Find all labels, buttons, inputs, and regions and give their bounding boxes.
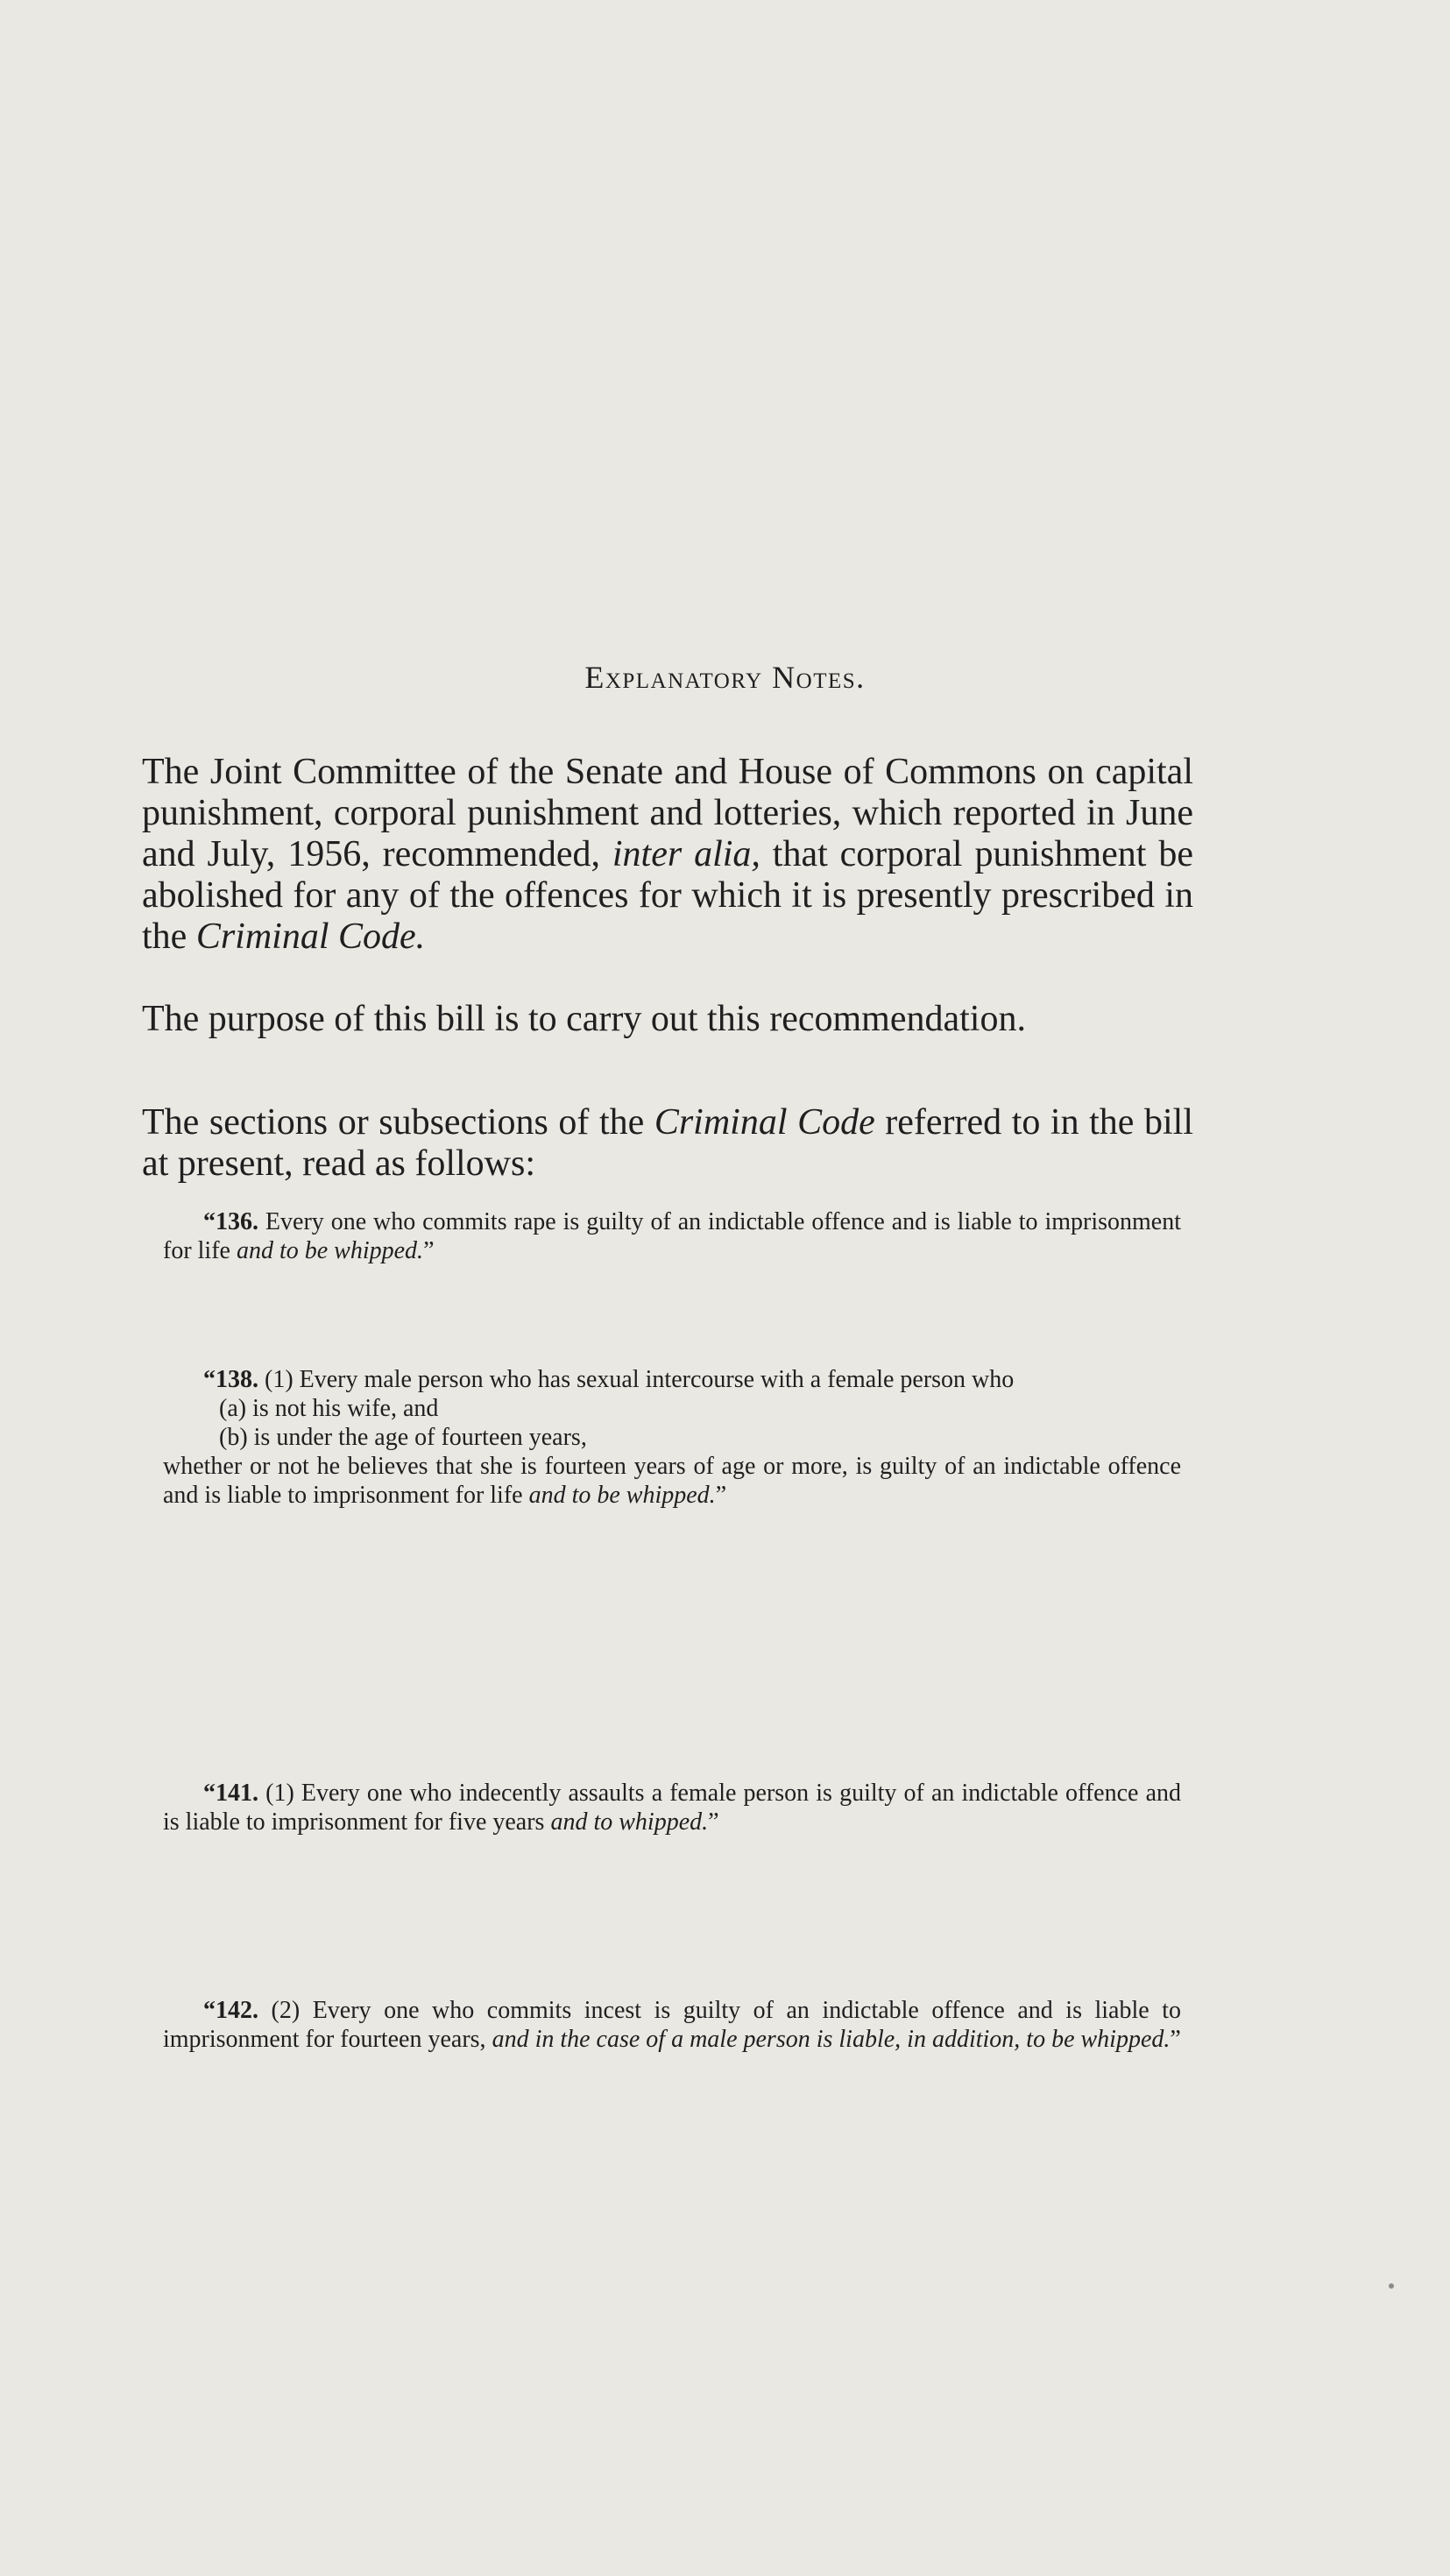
- paragraph-text: that corporal punishment be abolished for any of the offences for which it is presently prescribed in the: [142, 834, 1193, 957]
- section-item-a: (a) is not his wife, and: [219, 1395, 439, 1422]
- quoted-section-142: [163, 1996, 1181, 2054]
- section-number: “141.: [203, 1780, 258, 1807]
- section-item-b: (b) is under the age of fourteen years,: [219, 1424, 587, 1451]
- section-text: whether or not he believes that she is fourteen years of age or more, is guilty of an indictable offence and is liable to imprisonment for life: [163, 1453, 1181, 1509]
- paragraph-italic-text: Criminal Code.: [195, 916, 426, 957]
- paragraph-text: The sections or subsections of the: [142, 1102, 654, 1143]
- section-number: “142.: [203, 1997, 258, 2024]
- section-number: “138.: [203, 1366, 258, 1393]
- closing-quote: ”: [423, 1237, 435, 1264]
- section-italic-text: and to whipped.: [550, 1808, 709, 1836]
- quoted-section-136: [163, 1207, 1181, 1265]
- section-italic-text: and in the case of a male person is liable, in addition, to be whipped.: [492, 2026, 1171, 2053]
- closing-quote: ”: [1170, 2026, 1181, 2053]
- paragraph-text: The Joint Committee of the Senate and House of Commons on capital punishment, corporal punishment and lotteries, which reported in June and July, 1956, recommended,: [142, 752, 1193, 874]
- paragraph-purpose: [142, 999, 1193, 1040]
- section-italic-text: and to be whipped.: [528, 1482, 716, 1509]
- closing-quote: ”: [708, 1808, 719, 1836]
- section-text: Every one who commits rape is guilty of an indictable offence and is liable to imprisonment for life: [163, 1208, 1181, 1264]
- paragraph-sections-intro: [142, 1102, 1193, 1185]
- paper-speck: [1389, 2283, 1394, 2289]
- quoted-section-138: [163, 1365, 1181, 1510]
- quoted-section-141: [163, 1779, 1181, 1836]
- paragraph-italic-text: inter alia,: [612, 834, 760, 874]
- closing-quote: ”: [715, 1482, 727, 1509]
- paragraph-text: referred to in the bill at present, read as follows:: [142, 1102, 1193, 1184]
- section-text: (2) Every one who commits incest is guilty of an indictable offence and is liable to imprisonment for fourteen years,: [163, 1997, 1181, 2053]
- section-text: (1) Every one who indecently assaults a female person is guilty of an indictable offence and is liable to imprisonment for five years: [163, 1780, 1181, 1836]
- paragraph-text: The purpose of this bill is to carry out this recommendation.: [142, 999, 1026, 1039]
- section-text: (1) Every male person who has sexual intercourse with a female person who: [258, 1366, 1015, 1393]
- section-number: “136.: [203, 1208, 258, 1235]
- paragraph-italic-text: Criminal Code: [654, 1102, 875, 1143]
- section-italic-text: and to be whipped.: [236, 1237, 424, 1264]
- page-heading: Explanatory Notes.: [584, 660, 866, 695]
- paragraph-committee-recommendation: [142, 752, 1193, 958]
